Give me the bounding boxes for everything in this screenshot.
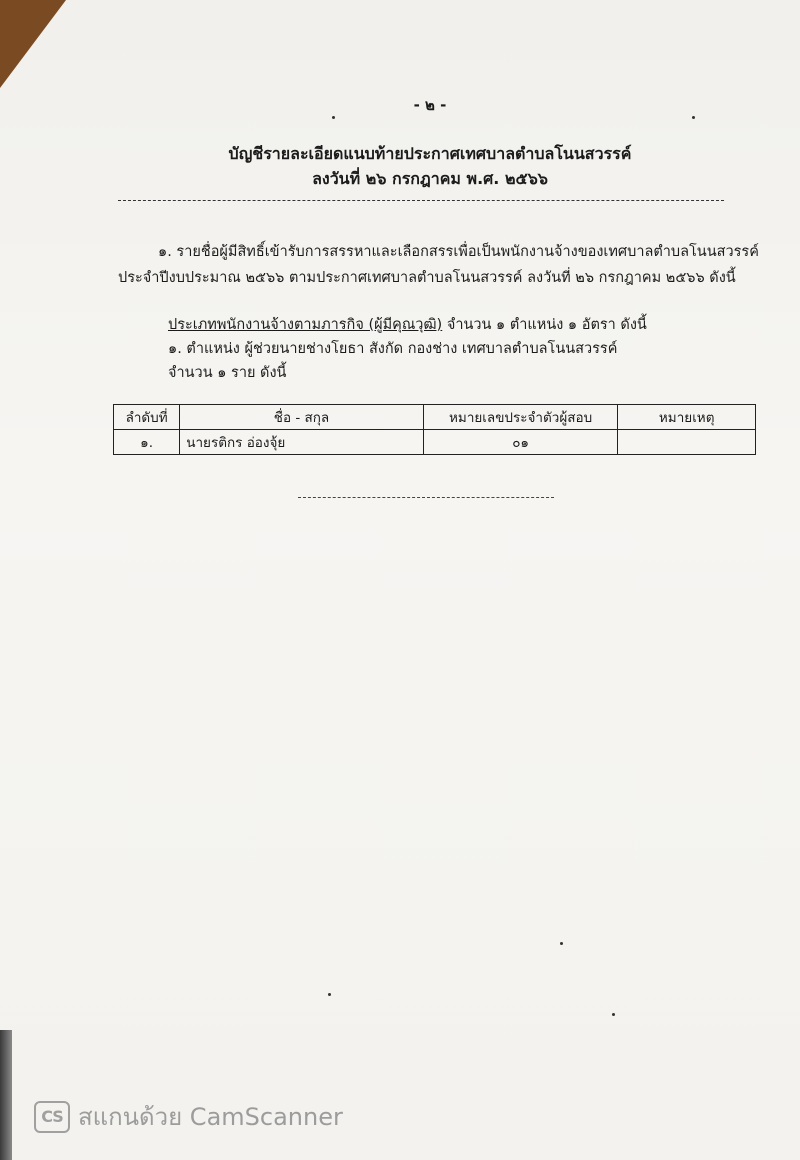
employee-category [168,313,647,336]
document-date: ลงวันที่ ๒๖ กรกฎาคม พ.ศ. ๒๕๖๖ [312,169,548,188]
header-name: ชื่อ - สกุล [180,405,424,430]
header-order: ลำดับที่ [114,405,180,430]
header-divider [118,200,724,201]
category-detail: จำนวน ๑ ตำแหน่ง ๑ อัตรา ดังนี้ [442,317,647,333]
header-note: หมายเหตุ [618,405,756,430]
count-line: จำนวน ๑ ราย ดังนี้ [168,365,287,381]
scanned-corner-shadow [0,0,66,88]
speck [560,942,563,945]
speck [332,116,335,119]
candidate-table [113,404,756,455]
cell-note [618,430,756,455]
speck [612,1013,615,1016]
position-line: ๑. ตำแหน่ง ผู้ช่วยนายช่างโยธา สังกัด กองช่าง เทศบาลตำบลโนนสวรรค์ [168,341,618,357]
speck [328,993,331,996]
camscanner-logo-icon: CS [34,1101,70,1133]
table-header-row [114,405,756,430]
scanned-edge-shadow [0,1030,12,1160]
cell-name: นายรติกร อ่องจุ้ย [180,430,424,455]
category-label: ประเภทพนักงานจ้างตามภารกิจ (ผู้มีคุณวุฒิ) [168,317,443,333]
document-title: บัญชีรายละเอียดแนบท้ายประกาศเทศบาลตำบลโนนสวรรค์ [228,144,632,163]
cell-exam-id: ๐๑ [423,430,618,455]
cell-order: ๑. [114,430,180,455]
watermark-text: สแกนด้วย CamScanner [78,1103,343,1131]
end-divider [298,497,554,498]
intro-line-1: ๑. รายชื่อผู้มีสิทธิ์เข้ารับการสรรหาและเลือกสรรเพื่อเป็นพนักงานจ้างของเทศบาลตำบลโนนสวรรค์ [158,244,759,260]
table-row [114,430,756,455]
intro-line-2: ประจำปีงบประมาณ ๒๕๖๖ ตามประกาศเทศบาลตำบลโนนสวรรค์ ลงวันที่ ๒๖ กรกฎาคม ๒๕๖๖ ดังนี้ [118,270,736,286]
header-exam-id: หมายเลขประจำตัวผู้สอบ [423,405,618,430]
page-number: - ๒ - [413,96,447,114]
camscanner-watermark [34,1097,343,1136]
speck [692,116,695,119]
